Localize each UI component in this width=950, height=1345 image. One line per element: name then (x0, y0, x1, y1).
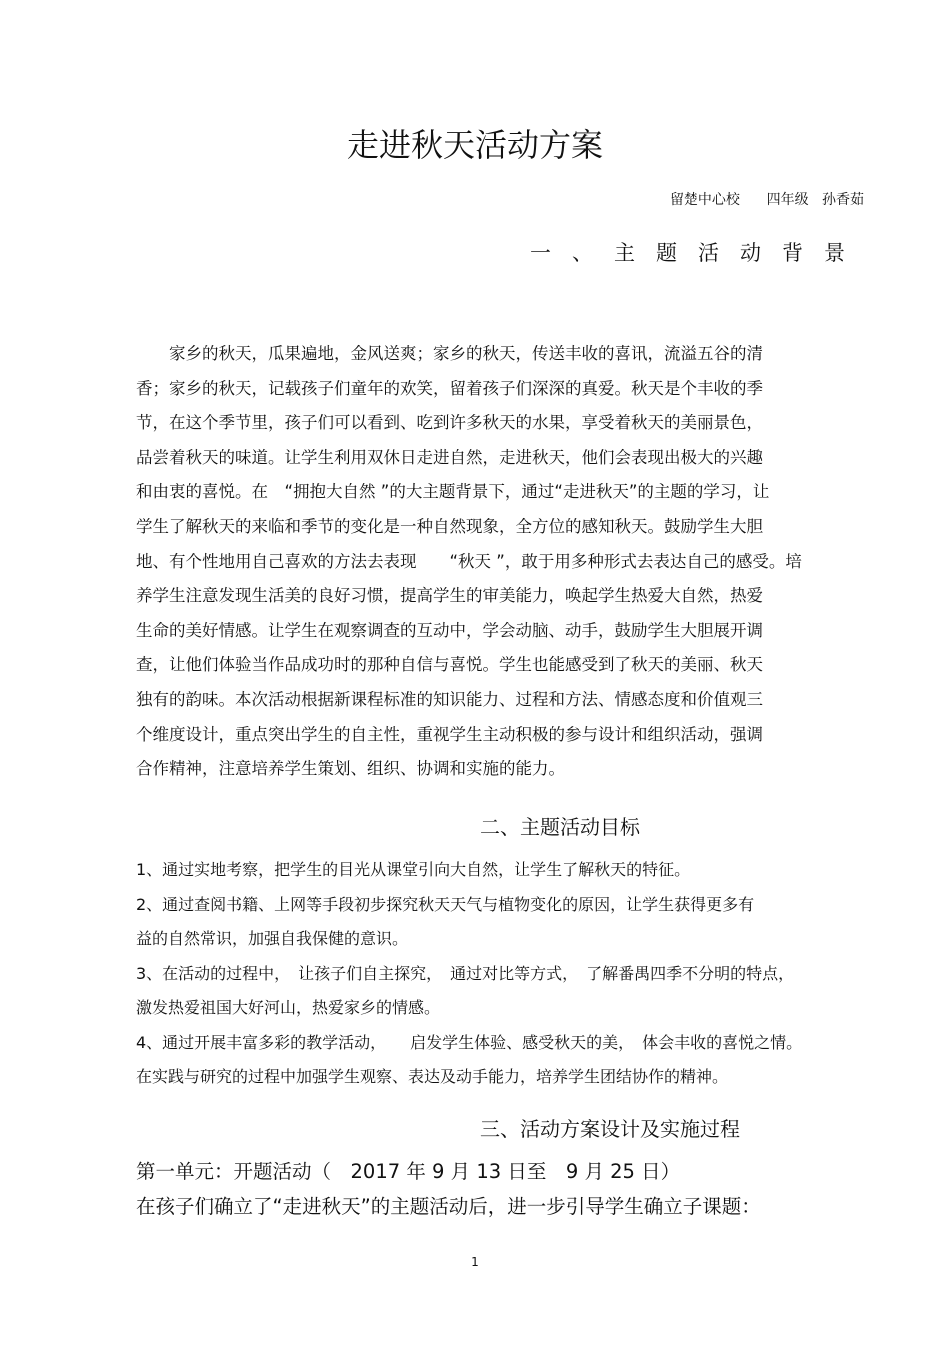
paragraph-line: 查，让他们体验当作品成功时的那种自信与喜悦。学生也能感受到了秋天的美丽、秋天 (136, 655, 763, 675)
unit-1-line: 第一单元：开题活动（ 2017 年 9 月 13 日至 9 月 25 日） (136, 1160, 681, 1183)
paragraph-line: 节，在这个季节里，孩子们可以看到、吃到许多秋天的水果，享受着秋天的美丽景色， (136, 413, 763, 433)
section-2-heading: 二、主题活动目标 (480, 815, 640, 839)
goal-line: 4、通过开展丰富多彩的教学活动， 启发学生体验、感受秋天的美， 体会丰收的喜悦之情。 (136, 1032, 803, 1052)
author-line: 留楚中心校 四年级 孙香茹 (669, 192, 864, 208)
goal-line: 1、通过实地考察，把学生的目光从课堂引向大自然，让学生了解秋天的特征。 (136, 860, 691, 879)
paragraph-line: 香；家乡的秋天，记载孩子们童年的欢笑，留着孩子们深深的真爱。秋天是个丰收的季 (136, 378, 763, 398)
paragraph-line: 合作精神，注意培养学生策划、组织、协调和实施的能力。 (136, 759, 565, 779)
section-1-heading: 一、主题活动背景 (530, 241, 866, 265)
goal-line: 2、通过查阅书籍、上网等手段初步探究秋天天气与植物变化的原因，让学生获得更多有 (136, 894, 755, 914)
unit-1-text: 在孩子们确立了“走进秋天”的主题活动后，进一步引导学生确立子课题： (136, 1195, 761, 1218)
paragraph-line: 品尝着秋天的味道。让学生利用双休日走进自然，走进秋天，他们会表现出极大的兴趣 (136, 447, 763, 467)
paragraph-line: 养学生注意发现生活美的良好习惯，提高学生的审美能力，唤起学生热爱大自然，热爱 (136, 586, 763, 606)
paragraph-line: 和由衷的喜悦。在 “拥抱大自然 ”的大主题背景下，通过“走进秋天”的主题的学习，让 (136, 482, 770, 502)
goal-line: 益的自然常识，加强自我保健的意识。 (136, 929, 409, 948)
goal-line: 在实践与研究的过程中加强学生观察、表达及动手能力，培养学生团结协作的精神。 (136, 1067, 729, 1086)
paragraph-line: 个维度设计，重点突出学生的自主性，重视学生主动积极的参与设计和组织活动，强调 (136, 724, 763, 744)
section-2-goals (136, 853, 876, 1095)
paragraph-line: 家乡的秋天，瓜果遍地，金风送爽；家乡的秋天，传送丰收的喜讯，流溢五谷的清 (136, 344, 763, 363)
paragraph-line: 生命的美好情感。让学生在观察调查的互动中，学会动脑、动手，鼓励学生大胆展开调 (136, 620, 763, 640)
paragraph-line: 学生了解秋天的来临和季节的变化是一种自然现象，全方位的感知秋天。鼓励学生大胆 (136, 516, 763, 536)
page-number: 1 (471, 1255, 479, 1269)
goal-line: 激发热爱祖国大好河山，热爱家乡的情感。 (136, 998, 441, 1017)
section-1-paragraph (136, 337, 856, 787)
goal-line: 3、在活动的过程中， 让孩子们自主探究， 通过对比等方式， 了解番禺四季不分明的特点， (136, 963, 795, 983)
paragraph-line: 独有的韵味。本次活动根据新课程标准的知识能力、过程和方法、情感态度和价值观三 (136, 689, 763, 709)
page-title: 走进秋天活动方案 (346, 126, 603, 164)
section-3-heading: 三、活动方案设计及实施过程 (480, 1117, 740, 1141)
paragraph-line: 地、有个性地用自己喜欢的方法去表现 “秋天 ”，敢于用多种形式去表达自己的感受。培 (136, 551, 802, 571)
